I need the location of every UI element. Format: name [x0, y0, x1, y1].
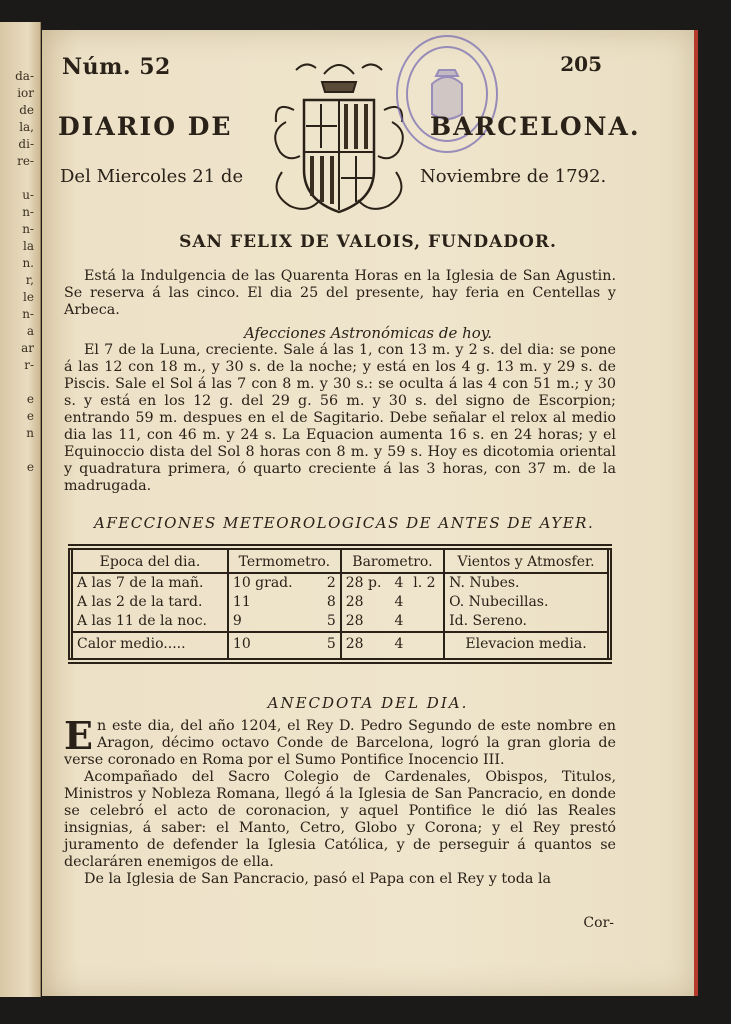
cell-baro-extra	[409, 593, 444, 612]
drop-cap: E	[64, 713, 93, 758]
cell-temp-frac: 5	[317, 632, 340, 661]
anecdote-paragraph-1	[64, 713, 616, 769]
masthead-title-right: BARCELONA.	[430, 112, 641, 141]
cell-temp-frac: 2	[326, 575, 336, 591]
cell-epoca: Calor medio.....	[71, 632, 228, 661]
header-epoca: Epoca del dia.	[71, 547, 228, 573]
meteo-header-row	[71, 547, 610, 573]
masthead-title-left: DIARIO DE	[58, 112, 233, 141]
left-page-fragments: da- ior de la, di- re- u- n- n- la n. r, le n- a ar r- e e n e	[15, 69, 34, 474]
saint-of-day: SAN FELIX DE VALOIS, FUNDADOR.	[179, 232, 557, 252]
cell-baro-p: 28 p.	[341, 573, 391, 593]
cell-baro-p: 28	[341, 632, 391, 661]
left-page-edge	[0, 22, 41, 997]
anecdote-body	[64, 713, 616, 888]
meteo-table	[68, 544, 612, 664]
anecdote-heading: ANECDOTA DEL DIA.	[267, 694, 469, 712]
page-number: 205	[560, 52, 602, 76]
anecdote-paragraph-3: De la Iglesia de San Pancracio, pasó el Papa con el Rey y toda la	[84, 871, 552, 887]
cell-temp-frac: 8	[326, 594, 336, 610]
table-footer-row	[71, 632, 610, 661]
date-line-left: Del Miercoles 21 de	[60, 166, 244, 187]
cell-temp-grad: 9	[228, 612, 318, 632]
cell-epoca: A las 2 de la tard.	[71, 593, 228, 612]
cell-temp-frac: 5	[326, 613, 336, 629]
cell-viento: O. Nubecillas.	[444, 593, 609, 612]
cell-viento: Id. Sereno.	[444, 612, 609, 632]
cell-viento: N. Nubes.	[444, 573, 609, 593]
catchword: Cor-	[583, 915, 614, 931]
anecdote-text-1: n este dia, del año 1204, el Rey D. Pedro Segundo de este nombre en Aragon, décimo octavo Conde de Barcelona, logró la gran gloria de verse coronado en Roma por el Sumo Pontifice Inocencio III.	[64, 718, 616, 768]
table-row	[71, 612, 610, 632]
table-row	[71, 593, 610, 612]
indulgence-paragraph: Está la Indulgencia de las Quarenta Horas en la Iglesia de San Agustin. Se reserva á las cinco. El dia 25 del presente, hay feria en Centellas y Arbeca.	[64, 268, 616, 318]
cell-epoca: A las 11 de la noc.	[71, 612, 228, 632]
header-termometro: Termometro.	[228, 547, 341, 573]
newspaper-page	[42, 30, 698, 996]
cell-viento: Elevacion media.	[444, 632, 609, 661]
cell-temp-grad: 11	[228, 593, 318, 612]
cell-temp-grad: 10 grad.	[228, 573, 318, 593]
header-barometro: Barometro.	[341, 547, 444, 573]
header-vientos: Vientos y Atmosfer.	[444, 547, 609, 573]
anecdote-paragraph-2: Acompañado del Sacro Colegio de Cardenales, Obispos, Titulos, Ministros y Nobleza Romana, llegó á la Iglesia de San Pancracio, en donde se celebró el acto de coronacion, y aquel Pontifice le dió las Reales insignias, á saber: el Manto, Cetro, Globo y Corona; y el Rey prestó juramento de defender la Iglesia Católica, y de perseguir á quantos se declaráren enemigos de ella.	[64, 769, 616, 870]
cell-baro-l: 4	[394, 594, 404, 610]
date-line-right: Noviembre de 1792.	[420, 166, 607, 187]
cell-baro-extra: l. 2	[413, 575, 436, 591]
table-row	[71, 573, 610, 593]
cell-baro-extra	[409, 612, 444, 632]
astronomy-heading: Afecciones Astronómicas de hoy.	[243, 324, 493, 342]
cell-baro-p: 28	[341, 612, 391, 632]
cell-baro-extra	[409, 632, 444, 661]
astronomy-paragraph: El 7 de la Luna, creciente. Sale á las 1, con 13 m. y 2 s. del dia: se pone á las 12 con 18 m., y 30 s. de la noche; y está en los 4 g. 13 m. y 29 s. de Piscis. Sale el Sol á las 7 con 8 m. y 30 s.: se oculta á las 4 con 51 m.; y 30 s. y está en los 12 g. del 29 g. 56 m. y 30 s. del signo de Escorpion; entrando 59 m. despues en el de Sagitario. Debe señalar el relox al medio dia las 11, con 46 m. y 24 s. La Equacion aumenta 16 s. en 24 horas; y el Equinoccio dista del Sol 8 horas con 8 m. y 59 s. Hoy es dicotomia oriental y quadratura primera, ó quarto creciente á las 3 horas, con 37 m. de la madrugada.	[64, 342, 616, 494]
cell-temp-grad: 10	[228, 632, 318, 661]
cell-baro-l: 4	[394, 613, 404, 629]
issue-number: Núm. 52	[62, 54, 171, 80]
cell-baro-l: 4	[394, 575, 404, 591]
cell-baro-p: 28	[341, 593, 391, 612]
meteo-heading: AFECCIONES METEOROLOGICAS DE ANTES DE AYER.	[94, 514, 595, 532]
cell-baro-l: 4	[390, 632, 409, 661]
cell-epoca: A las 7 de la mañ.	[71, 573, 228, 593]
